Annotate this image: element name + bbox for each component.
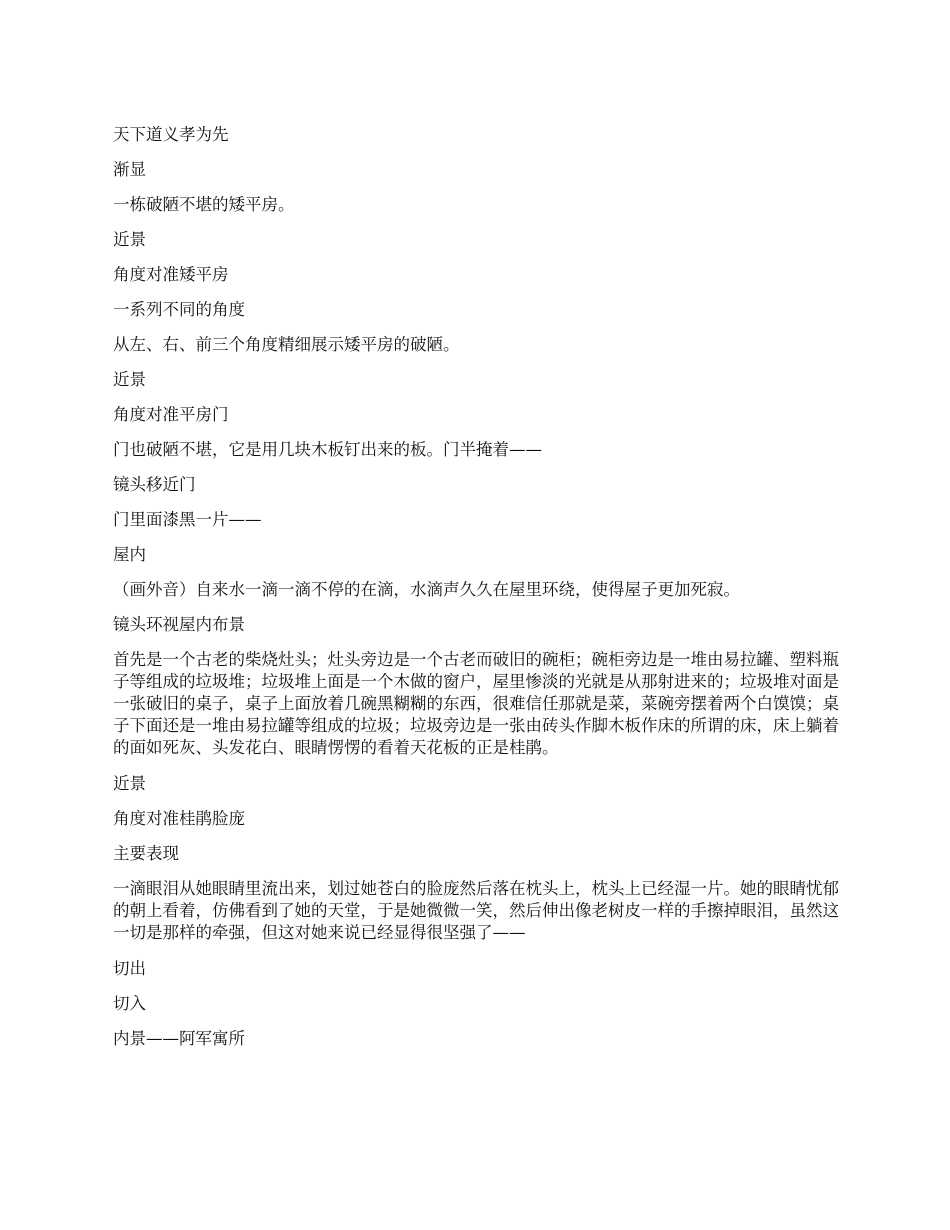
camera-angle: 角度对准桂鹃脸庞: [113, 809, 245, 828]
camera-angle: 角度对准矮平房: [113, 265, 229, 284]
scene-location: 屋内: [113, 545, 146, 564]
scene-direction: 渐显: [113, 160, 146, 179]
scene-description: 门里面漆黑一片——: [113, 510, 262, 529]
scene-description-long: 首先是一个古老的柴烧灶头；灶头旁边是一个古老而破旧的碗柜；碗柜旁边是一堆由易拉罐、塑料瓶子等组成的垃圾堆；垃圾堆上面是一个木做的窗户，屋里惨淡的光就是从那射进来的；垃圾堆对面是一张破旧的桌子，桌子上面放着几碗黑糊糊的东西，很难信任那就是菜，菜碗旁摆着两个白馍馍；桌子下面还是一堆由易拉罐等组成的垃圾；垃圾旁边是一张由砖头作脚木板作床的所谓的床，床上躺着的面如死灰、头发花白、眼睛愣愣的看着天花板的正是桂鹃。: [113, 650, 839, 757]
transition: 切出: [113, 959, 146, 978]
performance-note: 主要表现: [113, 844, 179, 863]
scene-description: 门也破陋不堪，它是用几块木板钉出来的板。门半掩着——: [113, 440, 542, 459]
scene-description-long: 一滴眼泪从她眼睛里流出来，划过她苍白的脸庞然后落在枕头上，枕头上已经湿一片。她的眼睛忧郁的朝上看着，仿佛看到了她的天堂，于是她微微一笑，然后伸出像老树皮一样的手擦掉眼泪，虽然这一切是那样的牵强，但这对她来说已经显得很坚强了——: [113, 879, 839, 942]
shot-type: 近景: [113, 230, 146, 249]
camera-movement: 镜头移近门: [113, 475, 196, 494]
title-line: 天下道义孝为先: [113, 125, 229, 144]
shot-type: 近景: [113, 774, 146, 793]
voice-over: （画外音）自来水一滴一滴不停的在滴，水滴声久久在屋里环绕，使得屋子更加死寂。: [113, 580, 740, 599]
camera-angle: 一系列不同的角度: [113, 300, 245, 319]
shot-type: 近景: [113, 370, 146, 389]
camera-movement: 镜头环视屋内布景: [113, 615, 245, 634]
document-page: [113, 124, 839, 1063]
transition: 切入: [113, 994, 146, 1013]
scene-description: 一栋破陋不堪的矮平房。: [113, 195, 295, 214]
scene-description: 从左、右、前三个角度精细展示矮平房的破陋。: [113, 335, 460, 354]
scene-location: 内景——阿军寓所: [113, 1029, 245, 1048]
camera-angle: 角度对准平房门: [113, 405, 229, 424]
